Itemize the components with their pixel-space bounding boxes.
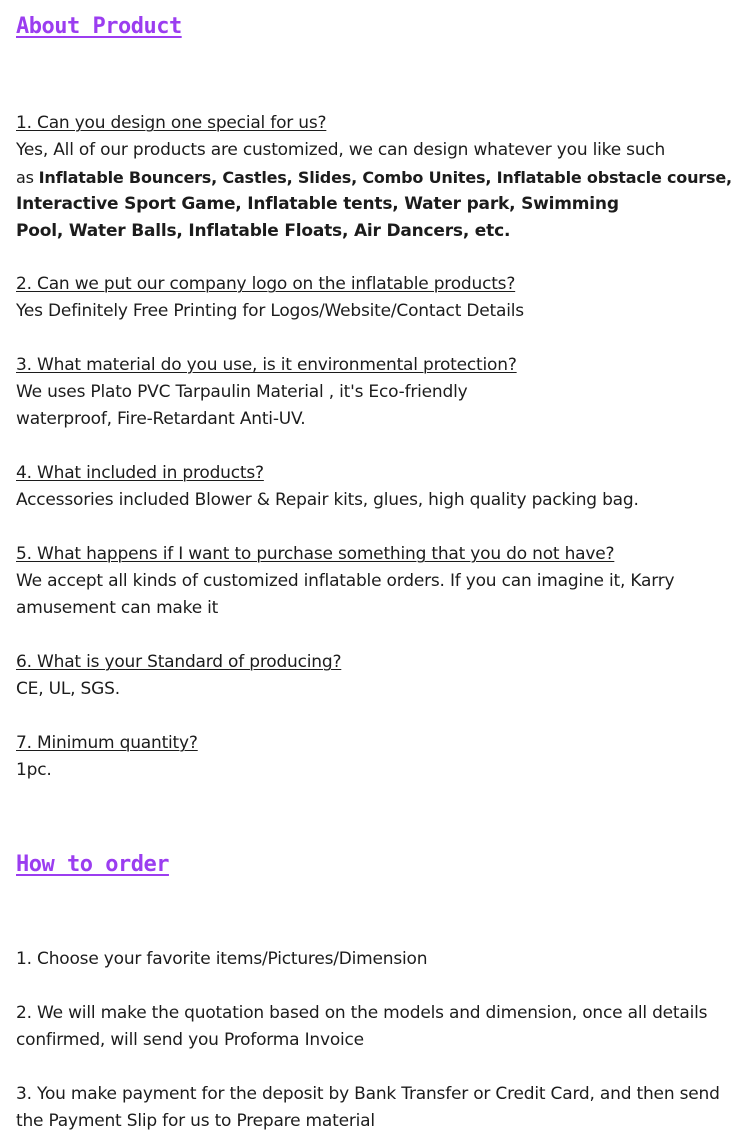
faq-answer-2-line-1: Yes Definitely Free Printing for Logos/Website/Contact Details <box>16 301 524 321</box>
order-step-3-line-2: the Payment Slip for us to Prepare material <box>16 1111 375 1131</box>
faq-answer-3 <box>16 379 734 433</box>
faq-answer-3-line-1: We uses Plato PVC Tarpaulin Material , it's Eco-friendly <box>16 382 468 402</box>
order-step-1 <box>16 946 734 973</box>
faq-answer-1-line-3 <box>16 191 734 218</box>
faq-answer-1-line-4 <box>16 218 734 245</box>
faq-answer-4 <box>16 487 734 514</box>
faq-answer-6 <box>16 676 734 703</box>
faq-question-2: 2. Can we put our company logo on the inflatable products? <box>16 274 516 294</box>
faq-answer-3-line-2: waterproof, Fire-Retardant Anti-UV. <box>16 409 306 429</box>
faq-answer-6-line-1: CE, UL, SGS. <box>16 679 120 699</box>
faq-answer-1-bold-1: Inflatable Bouncers, Castles, Slides, Combo Unites, Inflatable obstacle course, <box>38 168 732 187</box>
faq-question-5: 5. What happens if I want to purchase something that you do not have? <box>16 544 615 564</box>
faq-question-1: 1. Can you design one special for us? <box>16 113 327 133</box>
faq-answer-5-line-1: We accept all kinds of customized inflatable orders. If you can imagine it, Karry <box>16 571 675 591</box>
faq-answer-2 <box>16 298 734 325</box>
faq-answer-5 <box>16 568 734 622</box>
faq-question-7: 7. Minimum quantity? <box>16 733 198 753</box>
faq-answer-1-prefix: as <box>16 168 39 187</box>
order-step-3-line-1: 3. You make payment for the deposit by Bank Transfer or Credit Card, and then send <box>16 1084 720 1104</box>
faq-answer-1-line-2 <box>16 164 734 191</box>
how-to-order-heading: How to order <box>16 852 169 877</box>
faq-answer-5-line-2: amusement can make it <box>16 598 219 618</box>
faq-answer-1 <box>16 137 734 245</box>
order-step-1-line-1: 1. Choose your favorite items/Pictures/Dimension <box>16 949 428 969</box>
order-step-2 <box>16 1000 734 1054</box>
faq-question-3: 3. What material do you use, is it environmental protection? <box>16 355 517 375</box>
faq-answer-1-bold-3: Pool, Water Balls, Inflatable Floats, Air Dancers, etc. <box>16 221 511 241</box>
faq-question-4: 4. What included in products? <box>16 463 264 483</box>
faq-answer-1-line-1: Yes, All of our products are customized, we can design whatever you like such <box>16 140 666 160</box>
faq-answer-4-line-1: Accessories included Blower & Repair kits, glues, high quality packing bag. <box>16 490 639 510</box>
faq-answer-7 <box>16 757 734 784</box>
faq-question-6: 6. What is your Standard of producing? <box>16 652 342 672</box>
faq-answer-7-line-1: 1pc. <box>16 760 52 780</box>
order-step-2-line-1: 2. We will make the quotation based on the models and dimension, once all details <box>16 1003 708 1023</box>
about-product-heading: About Product <box>16 14 182 39</box>
faq-answer-1-bold-2: Interactive Sport Game, Inflatable tents, Water park, Swimming <box>16 194 619 214</box>
order-step-2-line-2: confirmed, will send you Proforma Invoice <box>16 1030 364 1050</box>
order-step-3 <box>16 1081 734 1135</box>
